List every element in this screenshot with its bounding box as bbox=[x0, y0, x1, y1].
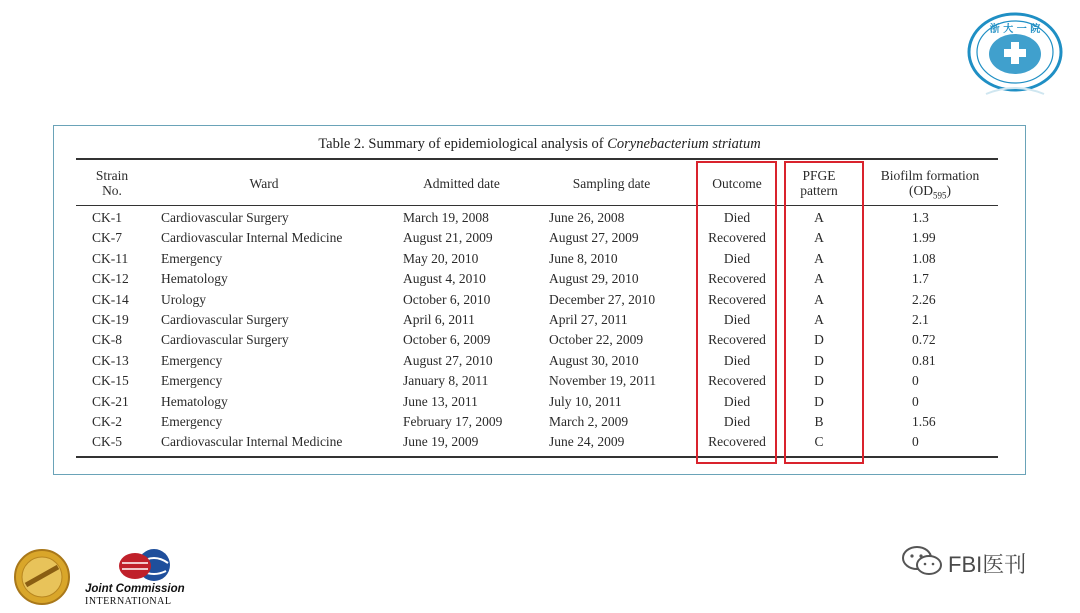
cell-biofilm: 1.99 bbox=[912, 230, 936, 246]
cell-outcome: Recovered bbox=[708, 230, 766, 246]
cell-sampling: March 2, 2009 bbox=[549, 414, 629, 429]
cell-strain: CK-13 bbox=[92, 352, 129, 368]
cell-sampling: August 30, 2010 bbox=[549, 352, 639, 368]
cell-sampling: December 27, 2010 bbox=[549, 291, 656, 307]
cell-ward: Emergency bbox=[161, 414, 223, 429]
header-sampling: Sampling date bbox=[572, 176, 651, 191]
header-pfge-line2: pattern bbox=[800, 183, 838, 198]
cell-ward: Cardiovascular Internal Medicine bbox=[161, 230, 343, 246]
cell-pfge: A bbox=[814, 210, 824, 225]
cell-ward: Cardiovascular Surgery bbox=[161, 210, 289, 225]
cell-outcome: Died bbox=[723, 414, 751, 429]
cell-outcome: Recovered bbox=[708, 271, 766, 287]
cell-biofilm: 2.26 bbox=[912, 291, 936, 307]
header-ward: Ward bbox=[249, 176, 279, 191]
cell-strain: CK-5 bbox=[92, 434, 122, 450]
cell-strain: CK-12 bbox=[92, 271, 129, 287]
cell-outcome: Recovered bbox=[708, 434, 766, 450]
cell-sampling: April 27, 2011 bbox=[549, 312, 628, 327]
cell-biofilm: 0.72 bbox=[912, 332, 936, 348]
cell-biofilm: 0 bbox=[912, 434, 919, 450]
cell-strain: CK-11 bbox=[92, 250, 129, 266]
cell-biofilm: 0 bbox=[912, 373, 919, 389]
cell-biofilm: 2.1 bbox=[912, 312, 929, 327]
header-outcome: Outcome bbox=[712, 176, 762, 191]
header-admitted: Admitted date bbox=[423, 176, 500, 191]
svg-text:浙 大 一 院: 浙 大 一 院 bbox=[989, 24, 1041, 35]
cell-outcome: Recovered bbox=[708, 291, 766, 307]
cell-biofilm: 1.56 bbox=[912, 414, 936, 429]
cell-ward: Urology bbox=[161, 291, 206, 307]
cell-sampling: June 26, 2008 bbox=[549, 210, 625, 225]
cell-pfge: D bbox=[814, 393, 824, 409]
cell-outcome: Recovered bbox=[708, 373, 766, 389]
cell-strain: CK-14 bbox=[92, 291, 129, 307]
table-top-rule bbox=[76, 158, 998, 160]
cell-ward: Emergency bbox=[161, 352, 223, 368]
header-strain bbox=[84, 168, 140, 198]
cell-admitted: March 19, 2008 bbox=[403, 210, 489, 225]
cell-pfge: D bbox=[814, 332, 824, 348]
cell-admitted: October 6, 2010 bbox=[403, 291, 491, 307]
cell-sampling: August 29, 2010 bbox=[549, 271, 639, 287]
cell-pfge: D bbox=[814, 352, 824, 368]
caption-prefix: Table 2. Summary of epidemiological analysis of bbox=[318, 136, 608, 152]
cell-strain: CK-1 bbox=[92, 210, 122, 225]
cell-pfge: A bbox=[814, 250, 824, 266]
header-strain-line1: Strain bbox=[95, 168, 129, 183]
cell-strain: CK-21 bbox=[92, 393, 129, 409]
header-strain-line2: No. bbox=[102, 183, 122, 198]
cell-admitted: May 20, 2010 bbox=[403, 250, 479, 266]
cell-pfge: C bbox=[814, 434, 824, 450]
cell-pfge: A bbox=[814, 312, 824, 327]
cell-admitted: June 13, 2011 bbox=[403, 393, 478, 409]
cell-ward: Hematology bbox=[161, 271, 228, 287]
cell-sampling: August 27, 2009 bbox=[549, 230, 639, 246]
cell-pfge: D bbox=[814, 373, 824, 389]
cell-ward: Emergency bbox=[161, 250, 223, 266]
cell-admitted: January 8, 2011 bbox=[403, 373, 489, 389]
cell-admitted: August 4, 2010 bbox=[403, 271, 486, 287]
cell-strain: CK-8 bbox=[92, 332, 122, 348]
watermark-text: FBI医刊 bbox=[948, 552, 1027, 577]
cell-strain: CK-2 bbox=[92, 414, 122, 429]
header-biofilm bbox=[860, 168, 1000, 204]
cell-admitted: August 27, 2010 bbox=[403, 352, 493, 368]
cell-admitted: June 19, 2009 bbox=[403, 434, 479, 450]
cell-admitted: April 6, 2011 bbox=[403, 312, 475, 327]
wechat-icon bbox=[900, 545, 944, 577]
cell-strain: CK-19 bbox=[92, 312, 129, 327]
cell-strain: CK-15 bbox=[92, 373, 129, 389]
globe-icon bbox=[119, 549, 170, 581]
cell-outcome: Died bbox=[723, 210, 751, 225]
pfge-highlight-box bbox=[784, 161, 864, 464]
header-pfge-line1: PFGE bbox=[802, 168, 836, 183]
cell-admitted: February 17, 2009 bbox=[403, 414, 503, 429]
cell-pfge: B bbox=[814, 414, 824, 429]
joint-commission-title: Joint Commission bbox=[85, 583, 185, 595]
cell-ward: Cardiovascular Surgery bbox=[161, 332, 289, 348]
outcome-highlight-box bbox=[696, 161, 777, 464]
cell-ward: Hematology bbox=[161, 393, 228, 409]
cell-biofilm: 0.81 bbox=[912, 352, 936, 368]
cell-sampling: June 24, 2009 bbox=[549, 434, 625, 450]
cell-strain: CK-7 bbox=[92, 230, 122, 246]
table-figure bbox=[53, 125, 1026, 475]
cell-biofilm: 1.7 bbox=[912, 271, 929, 287]
cell-ward: Cardiovascular Internal Medicine bbox=[161, 434, 343, 450]
cell-outcome: Died bbox=[723, 312, 751, 327]
cell-outcome: Died bbox=[723, 393, 751, 409]
cell-outcome: Died bbox=[723, 250, 751, 266]
header-biofilm-line1: Biofilm formation bbox=[880, 168, 980, 183]
cell-ward: Cardiovascular Surgery bbox=[161, 312, 289, 327]
cell-pfge: A bbox=[814, 271, 824, 287]
cell-outcome: Died bbox=[723, 352, 751, 368]
table-caption bbox=[54, 136, 1025, 153]
cell-pfge: A bbox=[814, 230, 824, 246]
cell-biofilm: 1.3 bbox=[912, 210, 929, 225]
cell-biofilm: 0 bbox=[912, 393, 919, 409]
cell-outcome: Recovered bbox=[708, 332, 766, 348]
cell-sampling: July 10, 2011 bbox=[549, 393, 622, 409]
cell-ward: Emergency bbox=[161, 373, 223, 389]
cell-admitted: October 6, 2009 bbox=[403, 332, 491, 348]
watermark bbox=[900, 545, 1050, 577]
cell-admitted: August 21, 2009 bbox=[403, 230, 493, 246]
cell-sampling: November 19, 2011 bbox=[549, 373, 657, 389]
gold-seal-icon bbox=[15, 550, 69, 604]
cell-sampling: June 8, 2010 bbox=[549, 250, 618, 266]
joint-commission-subtitle: INTERNATIONAL bbox=[85, 596, 172, 607]
cell-pfge: A bbox=[814, 291, 824, 307]
hospital-seal-logo bbox=[966, 12, 1064, 98]
cell-sampling: October 22, 2009 bbox=[549, 332, 644, 348]
header-biofilm-line2: $(OD_{595})$ bbox=[909, 183, 951, 201]
cell-biofilm: 1.08 bbox=[912, 250, 936, 266]
caption-species: Corynebacterium striatum bbox=[607, 136, 761, 152]
